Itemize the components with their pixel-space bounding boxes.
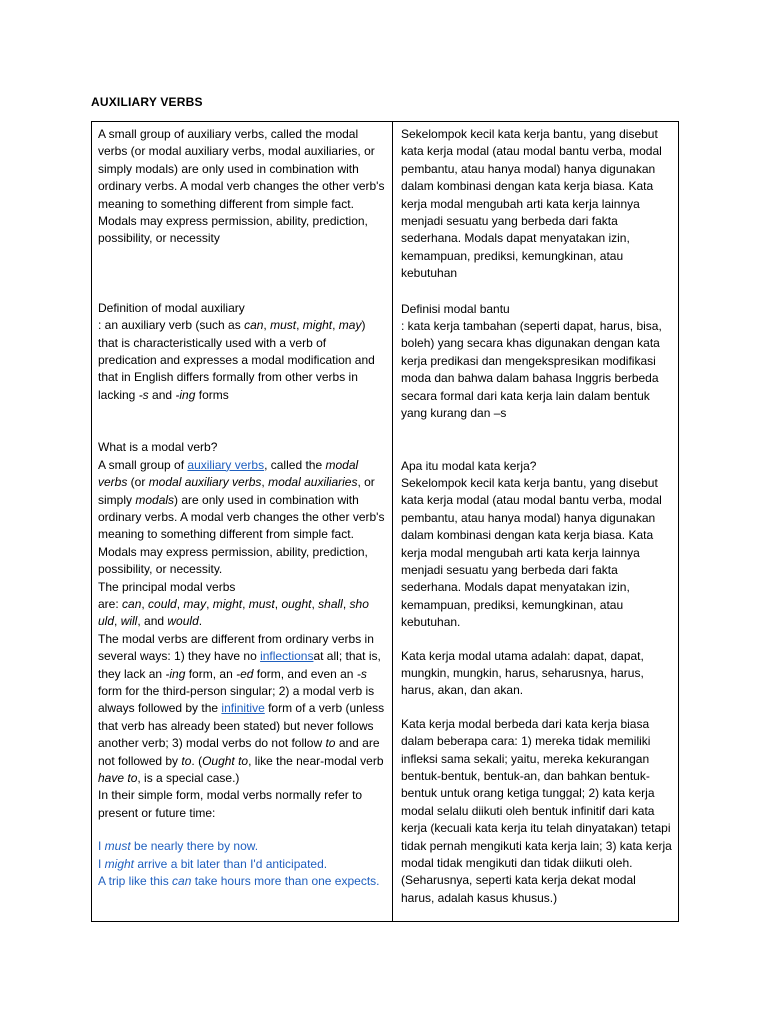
example-sentence-2: I might arrive a bit later than I'd anticipated.	[98, 856, 328, 871]
modal-verb-heading-id: Apa itu modal kata kerja?	[401, 458, 537, 473]
simple-form-paragraph-en: In their simple form, modal verbs normally refer to present or future time:	[98, 788, 363, 820]
infinitive-link[interactable]: infinitive	[221, 701, 265, 716]
translation-table	[91, 121, 679, 922]
modal-verb-heading-en: What is a modal verb?	[98, 440, 218, 455]
examples-en	[98, 838, 386, 890]
modal-verb-paragraph-id: Apa itu modal kata kerja? Sekelompok kecil kata kerja bantu, yang disebut kata kerja modal (atau modal bantu verba, modal pembantu, atau hanya modal) hanya digunakan dalam kombinasi dengan kata kerja biasa. Kata kerja modal mengubah arti kata kerja lainnya menjadi sesuatu yang berbeda dari fakta sederhana. Modals dapat menyatakan izin, kemampuan, prediksi, kemungkinan, atau kebutuhan.	[401, 458, 672, 632]
differences-paragraph-id: Kata kerja modal berbeda dari kata kerja biasa dalam beberapa cara: 1) mereka tidak memiliki infleksi sama sekali; yaitu, mereka kekurangan bentuk-bentuk, bentuk-an, dan bahkan bentuk-bentuk untuk orang ketiga tunggal; 2) kata kerja modal selalu diikuti oleh bentuk infinitif dari kata kerja (kecuali kata kerja itu telah dinyatakan) tetapi tidak pernah mengikuti kata kerja lain; 3) kata kerja modal tidak mengikuti dan tidak diikuti oleh. (Seharusnya, seperti kata kerja dekat modal harus, adalah kasus khusus.)	[401, 716, 672, 905]
example-sentence-3: A trip like this can take hours more than one expects.	[98, 874, 380, 889]
principal-verbs-id: Kata kerja modal utama adalah: dapat, dapat, mungkin, mungkin, harus, seharusnya, harus, harus, akan, dan akan.	[401, 648, 644, 698]
indonesian-column	[393, 122, 678, 921]
definition-paragraph-id: Definisi modal bantu : kata kerja tambahan (seperti dapat, harus, bisa, boleh) yang secara khas digunakan dengan kata kerja predikasi dan mengekspresikan modifikasi moda dan bahwa dalam bahasa Inggris berbeda secara formal dari kata kerja lain dalam bentuk yang kurang dan –s	[401, 301, 672, 423]
intro-paragraph-en: A small group of auxiliary verbs, called the modal verbs (or modal auxiliary verbs, modal auxiliaries, or simply modals) are only used in combination with ordinary verbs. A modal verb changes the other verb's meaning to something different from simple fact. Modals may express permission, ability, prediction, possibility, or necessity	[98, 127, 385, 246]
page-title: AUXILIARY VERBS	[91, 95, 203, 109]
intro-paragraph-id: Sekelompok kecil kata kerja bantu, yang disebut kata kerja modal (atau modal bantu verba, modal pembantu, atau hanya modal) hanya digunakan dalam kombinasi dengan kata kerja biasa. Kata kerja modal mengubah arti kata kerja lainnya menjadi sesuatu yang berbeda dari fakta sederhana. Modals dapat menyatakan izin, kemampuan, prediksi, kemungkinan, atau kebutuhan	[401, 127, 662, 281]
principal-verbs-line: The principal modal verbs	[98, 579, 236, 594]
auxiliary-verbs-link[interactable]: auxiliary verbs	[187, 457, 265, 472]
english-column	[92, 122, 393, 921]
definition-paragraph-en: Definition of modal auxiliary : an auxiliary verb (such as can, must, might, may) that is characteristically used with a verb of predication and expresses a modal modification and that in English differs formally from other verbs in lacking -s and -ing forms	[98, 300, 386, 404]
definition-heading-id: Definisi modal bantu	[401, 301, 510, 316]
definition-heading-en: Definition of modal auxiliary	[98, 300, 245, 315]
differences-paragraph-en: The modal verbs are different from ordinary verbs in several ways: 1) they have no inflectionsat all; that is, they lack an -ing form, an -ed form, and even an -s form for the third-person singular; 2) a modal verb is always followed by the infinitive form of a verb (unless that verb has already been stated) but never follows another verb; 3) modal verbs do not follow to and are not followed by to. (Ought to, like the near-modal verb have to, is a special case.)	[98, 631, 385, 785]
inflections-link[interactable]: inflections	[260, 649, 314, 664]
modal-verb-paragraph-en: What is a modal verb? A small group of auxiliary verbs, called the modal verbs (or modal auxiliary verbs, modal auxiliaries, or simply modals) are only used in combination with ordinary verbs. A modal verb changes the other verb's meaning to something different from simple fact. Modals may express permission, ability, prediction, possibility, or necessity. The principal modal verbs are: can, could, may, might, must, ought, shall, sho uld, will, and would.	[98, 440, 385, 629]
example-sentence-1: I must be nearly there by now.	[98, 839, 259, 854]
